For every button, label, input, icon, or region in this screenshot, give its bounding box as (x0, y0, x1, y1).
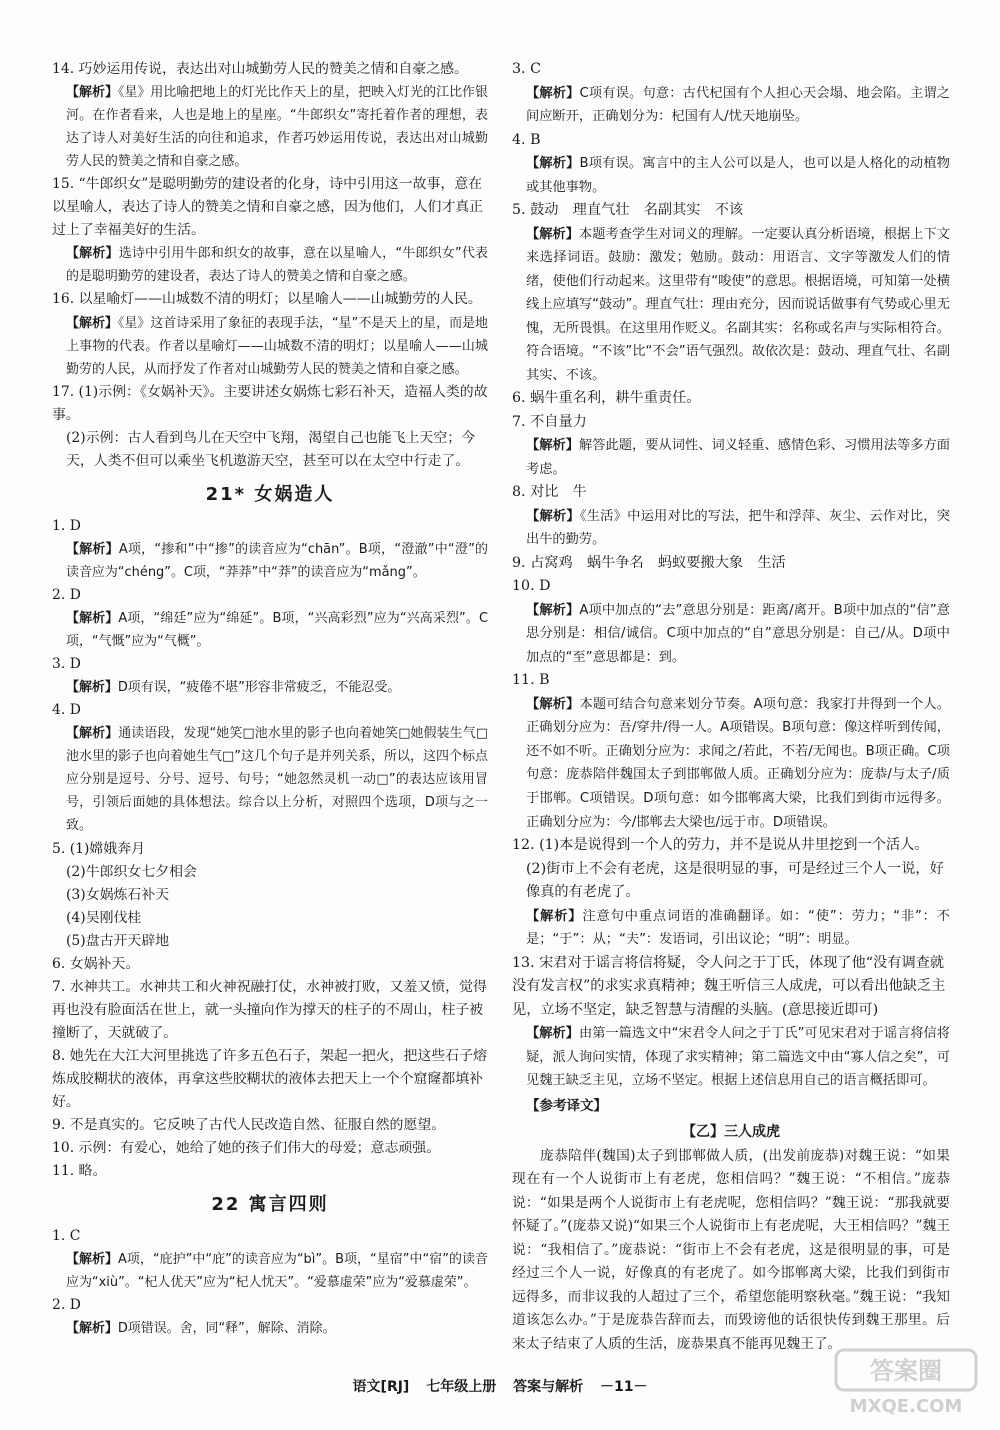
analysis-tag: 【解析】 (66, 680, 118, 696)
left-column (52, 58, 488, 1340)
analysis-paragraph (52, 722, 488, 837)
analysis-text: A项中加点的“去”意思分别是：距离/离开。B项中加点的“信”意思分别是：相信/诚信。C项中加点的“自”意思分别是：自己/从。D项中加点的“至”意思都是：到。 (526, 602, 950, 665)
analysis-paragraph (512, 693, 950, 834)
answer-item: 2. D (52, 586, 81, 603)
right-answers-block-1 (512, 58, 950, 1093)
svg-text:答案圈: 答案圈 (870, 1357, 942, 1385)
answer-item: 4. D (52, 702, 81, 719)
answer-item: 8. 她先在大江大河里挑选了许多五色石子，架起一把火，把这些石子熔炼成胶糊状的液体，再拿这些胶糊状的液体去把天上一个个窟窿都填补好。 (52, 1047, 487, 1111)
answer-item: 16. 以星喻灯——山城数不清的明灯；以星喻人——山城勤劳的人民。 (52, 291, 482, 308)
analysis-text: C项有误。句意：古代杞国有个人担心天会塌、地会陷。主谓之间应断开，正确划分为：杞国有人/忧天地崩坠。 (526, 85, 951, 125)
analysis-paragraph (512, 434, 950, 481)
answer-item: 8. 对比 牛 (512, 484, 587, 501)
analysis-text: 解答此题，要从词性、词义轻重、感情色彩、习惯用法等多方面考虑。 (526, 438, 951, 477)
translation-paragraph: 庞恭陪伴(魏国)太子到邯郸做人质，(出发前庞恭)对魏王说：“如果现在有一个人说街市上有老虎，您相信吗？”魏王说：“不相信。”庞恭说：“如果是两个人说街市上有老虎呢，您相信吗？”魏王说：“那我就要怀疑了。”(庞恭又说)“如果三个人说街市上有老虎呢，大王相信吗？”魏王说：“我相信了。”庞恭说：“街市上不会有老虎，这是很明显的事，可是经过三个人一说，好像真的有老虎了。如今邯郸离大梁，比我们到街市远得多，而非议我的人超过了三个，希望您能明察秋毫。”魏王说：“我知道该怎么办。”于是庞恭告辞而去，而毁谤他的话很快传到魏王那里。后来太子结束了人质的生活，庞恭果真不能再见魏王了。 (512, 1147, 950, 1352)
answer-item: 5. 鼓动 理直气壮 名副其实 不该 (512, 202, 744, 219)
analysis-tag: 【解析】 (526, 508, 580, 524)
analysis-tag: 【解析】 (66, 611, 119, 627)
answer-item: 10. 示例：有爱心，她给了她的孩子们伟大的母爱；意志顽强。 (52, 1140, 441, 1157)
answer-item: 7. 水神共工。水神共工和火神祝融打仗，水神被打败，又羞又愤，觉得再也没有脸面活在世上，就一头撞向作为撑天的柱子的不周山，柱子被撞断了，天就破了。 (52, 978, 487, 1041)
analysis-tag: 【解析】 (526, 602, 580, 618)
answer-item: 9. 不是真实的。它反映了古代人民改造自然、征服自然的愿望。 (52, 1117, 446, 1134)
section-heading-21: 21* 女娲造人 (205, 483, 335, 505)
analysis-text: 选诗中引用牛郎和织女的故事，意在以星喻人，“牛郎织女”代表的是聪明勤劳的建设者，表达了诗人的赞美之情和自豪之感。 (66, 246, 489, 285)
footer-grade: 七年级上册 (426, 1379, 497, 1395)
answer-item: 1. C (52, 1228, 81, 1245)
analysis-tag: 【解析】 (526, 438, 580, 454)
answer-item: (2)牛郎织女七夕相会 (66, 863, 197, 880)
answer-item: (3)女娲炼石补天 (66, 886, 170, 903)
footer-section: 答案与解析 (513, 1379, 584, 1395)
answer-item: 4. B (512, 131, 541, 148)
analysis-paragraph (52, 1317, 488, 1340)
analysis-text: 《生活》中运用对比的写法，把牛和浮萍、灰尘、云作对比，突出牛的勤劳。 (526, 508, 950, 548)
analysis-text: 通读语段，发现“她笑□池水里的影子也向着她笑□她假装生气□池水里的影子也向着她生气□”这几个句子是并列关系，所以，这四个标点应分别是逗号、分号、逗号、句号；“她忽然灵机一动□”的表达应该用冒号，引领后面她的具体想法。综合以上分析，对照四个选项，D项与之一致。 (66, 726, 488, 834)
analysis-paragraph (52, 81, 488, 173)
analysis-tag: 【解析】 (526, 1026, 579, 1042)
analysis-text: B项有误。寓言中的主人公可以是人，也可以是人格化的动植物或其他事物。 (526, 156, 950, 195)
answer-item: (2)街市上不会有老虎，这是很明显的事，可是经过三个人一说，好像真的有老虎了。 (526, 860, 944, 901)
answer-item: 3. D (52, 656, 81, 673)
analysis-tag: 【解析】 (66, 541, 119, 557)
analysis-tag: 【解析】 (66, 315, 118, 331)
answer-item: 1. D (52, 517, 81, 534)
answer-item: 6. 蜗牛重名利，耕牛重责任。 (512, 390, 701, 407)
analysis-text: A项，“掺和”中“掺”的读音应为“chān”。B项，“澄澈”中“澄”的读音应为“chéng”。C项，“莽莽”中“莽”的读音应为“mǎng”。 (66, 541, 489, 580)
left-answers-block-1 (52, 58, 488, 473)
left-answers-block-2 (52, 515, 488, 1183)
analysis-text: A项，“绵廷”应为“绵延”。B项，“兴高彩烈”应为“兴高采烈”。C项，“气慨”应为“气概”。 (66, 611, 488, 650)
analysis-text: 注意句中重点词语的准确翻译。如：“使”：劳力；“非”：不是；“于”：从；“夫”：发语词，引出议论；“明”：明显。 (526, 908, 950, 948)
analysis-paragraph (512, 905, 950, 952)
analysis-text: 本题考查学生对词义的理解。一定要认真分析语境，根据上下文来选择词语。鼓励：激发；勉励。鼓动：用语言、文字等激发人们的情绪，使他们行动起来。这里带有“唆使”的意思。根据语境，可知第一处横线上应填写“鼓动”。理直气壮：理由充分，因而说话做事有气势或心里无愧，无所畏惧。在这里用作贬义。名副其实：名称或名声与实际相符合。符合语境。“不该”比“不会”语气强烈。故依次是：鼓动、理直气壮、名副其实、不该。 (526, 226, 951, 383)
answer-item: 9. 占窝鸡 蜗牛争名 蚂蚁要搬大象 生活 (512, 554, 786, 571)
analysis-text: 由第一篇选文中“宋君令人问之于丁氏”可见宋君对于谣言将信将疑，派人询问实情，体现了求实精神；第二篇选文中由“寡人信之矣”，可见魏王缺乏主见，立场不坚定。根据上述信息用自己的语言概括即可。 (526, 1026, 951, 1089)
right-column (512, 58, 950, 1356)
analysis-text: 《星》这首诗采用了象征的表现手法，“星”不是天上的星，而是地上事物的代表。作者以星喻灯——山城数不清的明灯；以星喻人——山城勤劳的人民，从而抒发了作者对山城勤劳人民的赞美之情和自豪之感。 (66, 315, 488, 377)
answer-item: (4)吴刚伐桂 (66, 909, 142, 926)
svg-text:MXQE.COM: MXQE.COM (849, 1396, 963, 1417)
answer-item: 13. 宋君对于谣言将信将疑，令人问之于丁氏，体现了他“没有调查就没有发言权”的求实求真精神；魏王听信三人成虎，可以看出他缺乏主见，立场不坚定，缺乏智慧与清醒的头脑。(意思接近即可) (512, 954, 946, 1018)
analysis-paragraph (52, 607, 488, 653)
analysis-paragraph (52, 1248, 488, 1294)
analysis-text: 《星》用比喻把地上的灯光比作天上的星，把映入灯光的江比作银河。在作者看来，人也是地上的星座。“牛郎织女”寄托着作者的理想，表达了诗人对美好生活的向往和追求，作者巧妙运用传说，表达出对山城勤劳人民的赞美之情和自豪之感。 (66, 85, 489, 170)
answer-item: (2)示例：古人看到鸟儿在天空中飞翔，渴望自己也能飞上天空；今天，人类不但可以乘坐飞机遨游天空，甚至可以在太空中行走了。 (66, 429, 476, 469)
analysis-tag: 【解析】 (526, 908, 583, 924)
analysis-paragraph (512, 223, 950, 388)
answer-item: (5)盘古开天辟地 (66, 932, 170, 949)
analysis-paragraph (512, 505, 950, 552)
analysis-tag: 【解析】 (526, 696, 580, 712)
answer-item: 5. (1)嫦娥奔月 (52, 840, 146, 857)
answer-item: 7. 不自量力 (512, 413, 587, 430)
analysis-text: 本题可结合句意来划分节奏。A项句意：我家打井得到一个人。正确划分应为：吾/穿井/得一人。A项错误。B项句意：像这样听到传闻，还不如不听。正确划分应为：求闻之/若此，不若/无闻也。B项正确。C项句意：庞恭陪伴魏国太子到邯郸做人质。正确划分应为：庞恭/与太子/质于邯郸。C项错误。D项句意：如今邯郸离大梁，比我们到街市远得多。正确划分应为：今/邯郸去大梁也/远于市。D项错误。 (526, 696, 950, 830)
analysis-text: A项，“庇护”中“庇”的读音应为“bì”。B项，“星宿”中“宿”的读音应为“xiù”。“杞人优天”应为“杞人忧天”。“爱慕虚荣”应为“爱慕虚荣”。 (66, 1252, 488, 1291)
answer-item: 17. (1)示例：《女娲补天》。主要讲述女娲炼七彩石补天，造福人类的故事。 (52, 383, 488, 423)
analysis-paragraph (52, 676, 488, 699)
analysis-paragraph (512, 599, 950, 670)
site-watermark-logo (830, 1346, 982, 1418)
analysis-tag: 【解析】 (66, 246, 119, 262)
answer-item: 10. D (512, 578, 551, 595)
analysis-tag: 【解析】 (66, 1252, 118, 1268)
translation-title: 【乙】三人成虎 (682, 1123, 780, 1140)
left-answers-block-3 (52, 1225, 488, 1340)
answer-item: 11. 略。 (52, 1163, 107, 1180)
answer-item: 6. 女娲补天。 (52, 955, 140, 972)
answer-item: 2. D (52, 1297, 81, 1314)
answer-item: 15. “牛郎织女”是聪明勤劳的建设者的化身，诗中引用这一故事，意在以星喻人，表达了诗人的赞美之情和自豪之感，因为他们，人们才真正过上了幸福美好的生活。 (52, 176, 484, 239)
analysis-tag: 【解析】 (526, 226, 580, 242)
analysis-paragraph (52, 312, 488, 381)
reference-translation-label: 【参考译文】 (526, 1097, 607, 1114)
answer-item: 11. B (512, 672, 550, 689)
analysis-paragraph (52, 242, 488, 288)
analysis-tag: 【解析】 (526, 156, 580, 172)
answer-item: 3. C (512, 61, 541, 77)
analysis-paragraph (512, 82, 950, 129)
analysis-tag: 【解析】 (526, 85, 580, 101)
footer-subject: 语文[RJ] (352, 1379, 410, 1395)
footer-page-number: －11－ (599, 1379, 648, 1395)
analysis-paragraph (512, 1022, 950, 1093)
analysis-tag: 【解析】 (66, 85, 118, 101)
analysis-tag: 【解析】 (66, 726, 119, 742)
analysis-text: D项有误，“疲倦不堪”形容非常疲乏，不能忍受。 (117, 680, 401, 696)
analysis-paragraph (52, 538, 488, 584)
section-heading-22: 22 寓言四则 (211, 1194, 329, 1216)
translation-text (512, 1145, 950, 1357)
answer-item: 14. 巧妙运用传说，表达出对山城勤劳人民的赞美之情和自豪之感。 (52, 61, 468, 77)
analysis-text: D项错误。舍，同“释”，解除、消除。 (117, 1321, 336, 1337)
analysis-paragraph (512, 152, 950, 199)
answer-item: 12. (1)本是说得到一个人的劳力，并不是说从井里挖到一个活人。 (512, 837, 929, 854)
analysis-tag: 【解析】 (66, 1321, 118, 1337)
